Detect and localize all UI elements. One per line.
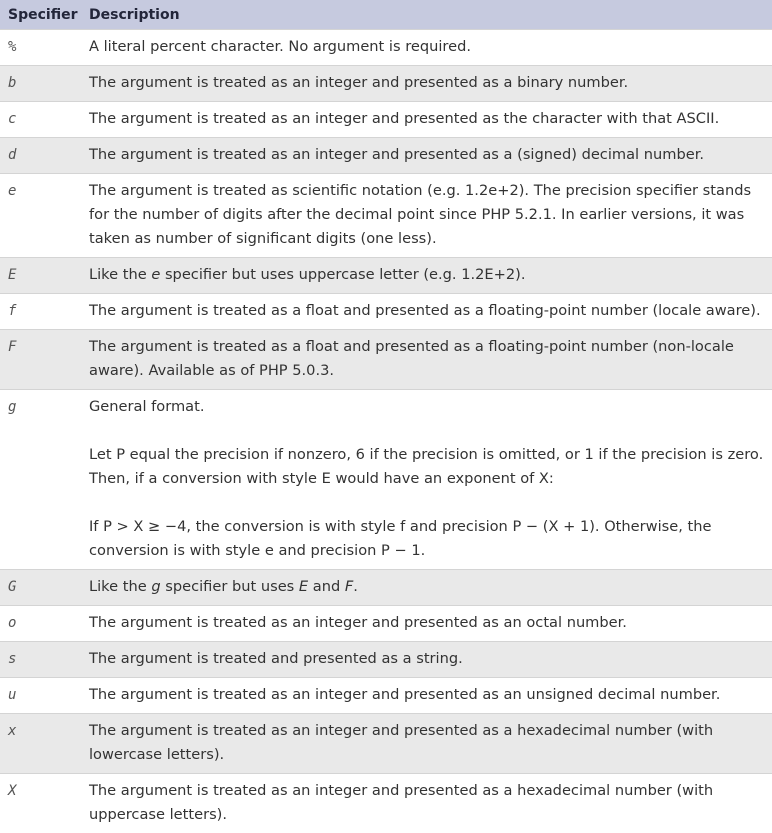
description-paragraph: General format. — [89, 395, 766, 419]
table-row — [0, 642, 772, 678]
table-row — [0, 174, 772, 258]
table-row — [0, 30, 772, 66]
description-text: specifier but uses — [161, 578, 299, 595]
specifier-cell: X — [0, 774, 81, 833]
specifier-cell: d — [0, 138, 81, 174]
table-row — [0, 138, 772, 174]
description-cell: The argument is treated and presented as a string. — [81, 642, 772, 678]
description-cell: The argument is treated as an integer and presented as the character with that ASCII. — [81, 102, 772, 138]
specifier-cell: g — [0, 390, 81, 570]
description-cell: The argument is treated as an integer and presented as a (signed) decimal number. — [81, 138, 772, 174]
description-paragraph: Let P equal the precision if nonzero, 6 if the precision is omitted, or 1 if the precision is zero. Then, if a conversion with style E would have an exponent of X: — [89, 443, 766, 491]
description-cell — [81, 390, 772, 570]
table-row — [0, 774, 772, 833]
description-cell: The argument is treated as an integer and presented as an octal number. — [81, 606, 772, 642]
description-emphasis: F — [345, 578, 353, 595]
specifier-cell: E — [0, 258, 81, 294]
description-cell: The argument is treated as an integer and presented as an unsigned decimal number. — [81, 678, 772, 714]
specifier-cell: e — [0, 174, 81, 258]
table-row — [0, 390, 772, 570]
description-text: specifier but uses uppercase letter (e.g. 1.2E+2). — [160, 266, 525, 283]
specifier-cell: % — [0, 30, 81, 66]
description-cell — [81, 258, 772, 294]
description-cell: The argument is treated as an integer and presented as a hexadecimal number (with lowercase letters). — [81, 714, 772, 774]
table-row — [0, 258, 772, 294]
description-text: Like the — [89, 266, 151, 283]
description-paragraph: If P > X ≥ −4, the conversion is with style f and precision P − (X + 1). Otherwise, the conversion is with style e and precision P − 1. — [89, 515, 766, 563]
description-cell: The argument is treated as a float and presented as a floating-point number (locale aware). — [81, 294, 772, 330]
description-emphasis: e — [151, 266, 160, 283]
description-emphasis: E — [299, 578, 308, 595]
table-row — [0, 570, 772, 606]
description-cell: The argument is treated as an integer and presented as a binary number. — [81, 66, 772, 102]
table-header-row — [0, 0, 772, 30]
description-cell: The argument is treated as a float and presented as a floating-point number (non-locale aware). Available as of PHP 5.0.3. — [81, 330, 772, 390]
specifier-cell: c — [0, 102, 81, 138]
specifier-cell: s — [0, 642, 81, 678]
header-specifier: Specifier — [0, 0, 81, 30]
description-cell: The argument is treated as scientific notation (e.g. 1.2e+2). The precision specifier stands for the number of digits after the decimal point since PHP 5.2.1. In earlier versions, it was taken as number of significant digits (one less). — [81, 174, 772, 258]
description-cell — [81, 570, 772, 606]
table-row — [0, 102, 772, 138]
description-text: . — [353, 578, 358, 595]
specifier-cell: f — [0, 294, 81, 330]
description-cell: The argument is treated as an integer and presented as a hexadecimal number (with uppercase letters). — [81, 774, 772, 833]
table-row — [0, 66, 772, 102]
specifier-cell: o — [0, 606, 81, 642]
specifier-cell: b — [0, 66, 81, 102]
header-description: Description — [81, 0, 772, 30]
table-row — [0, 294, 772, 330]
table-row — [0, 330, 772, 390]
description-emphasis: g — [151, 578, 160, 595]
table-row — [0, 714, 772, 774]
table-row — [0, 678, 772, 714]
specifier-cell: G — [0, 570, 81, 606]
table-row — [0, 606, 772, 642]
specifier-cell: F — [0, 330, 81, 390]
specifier-cell: x — [0, 714, 81, 774]
description-text: Like the — [89, 578, 151, 595]
specifier-cell: u — [0, 678, 81, 714]
description-text: and — [308, 578, 345, 595]
description-cell: A literal percent character. No argument is required. — [81, 30, 772, 66]
